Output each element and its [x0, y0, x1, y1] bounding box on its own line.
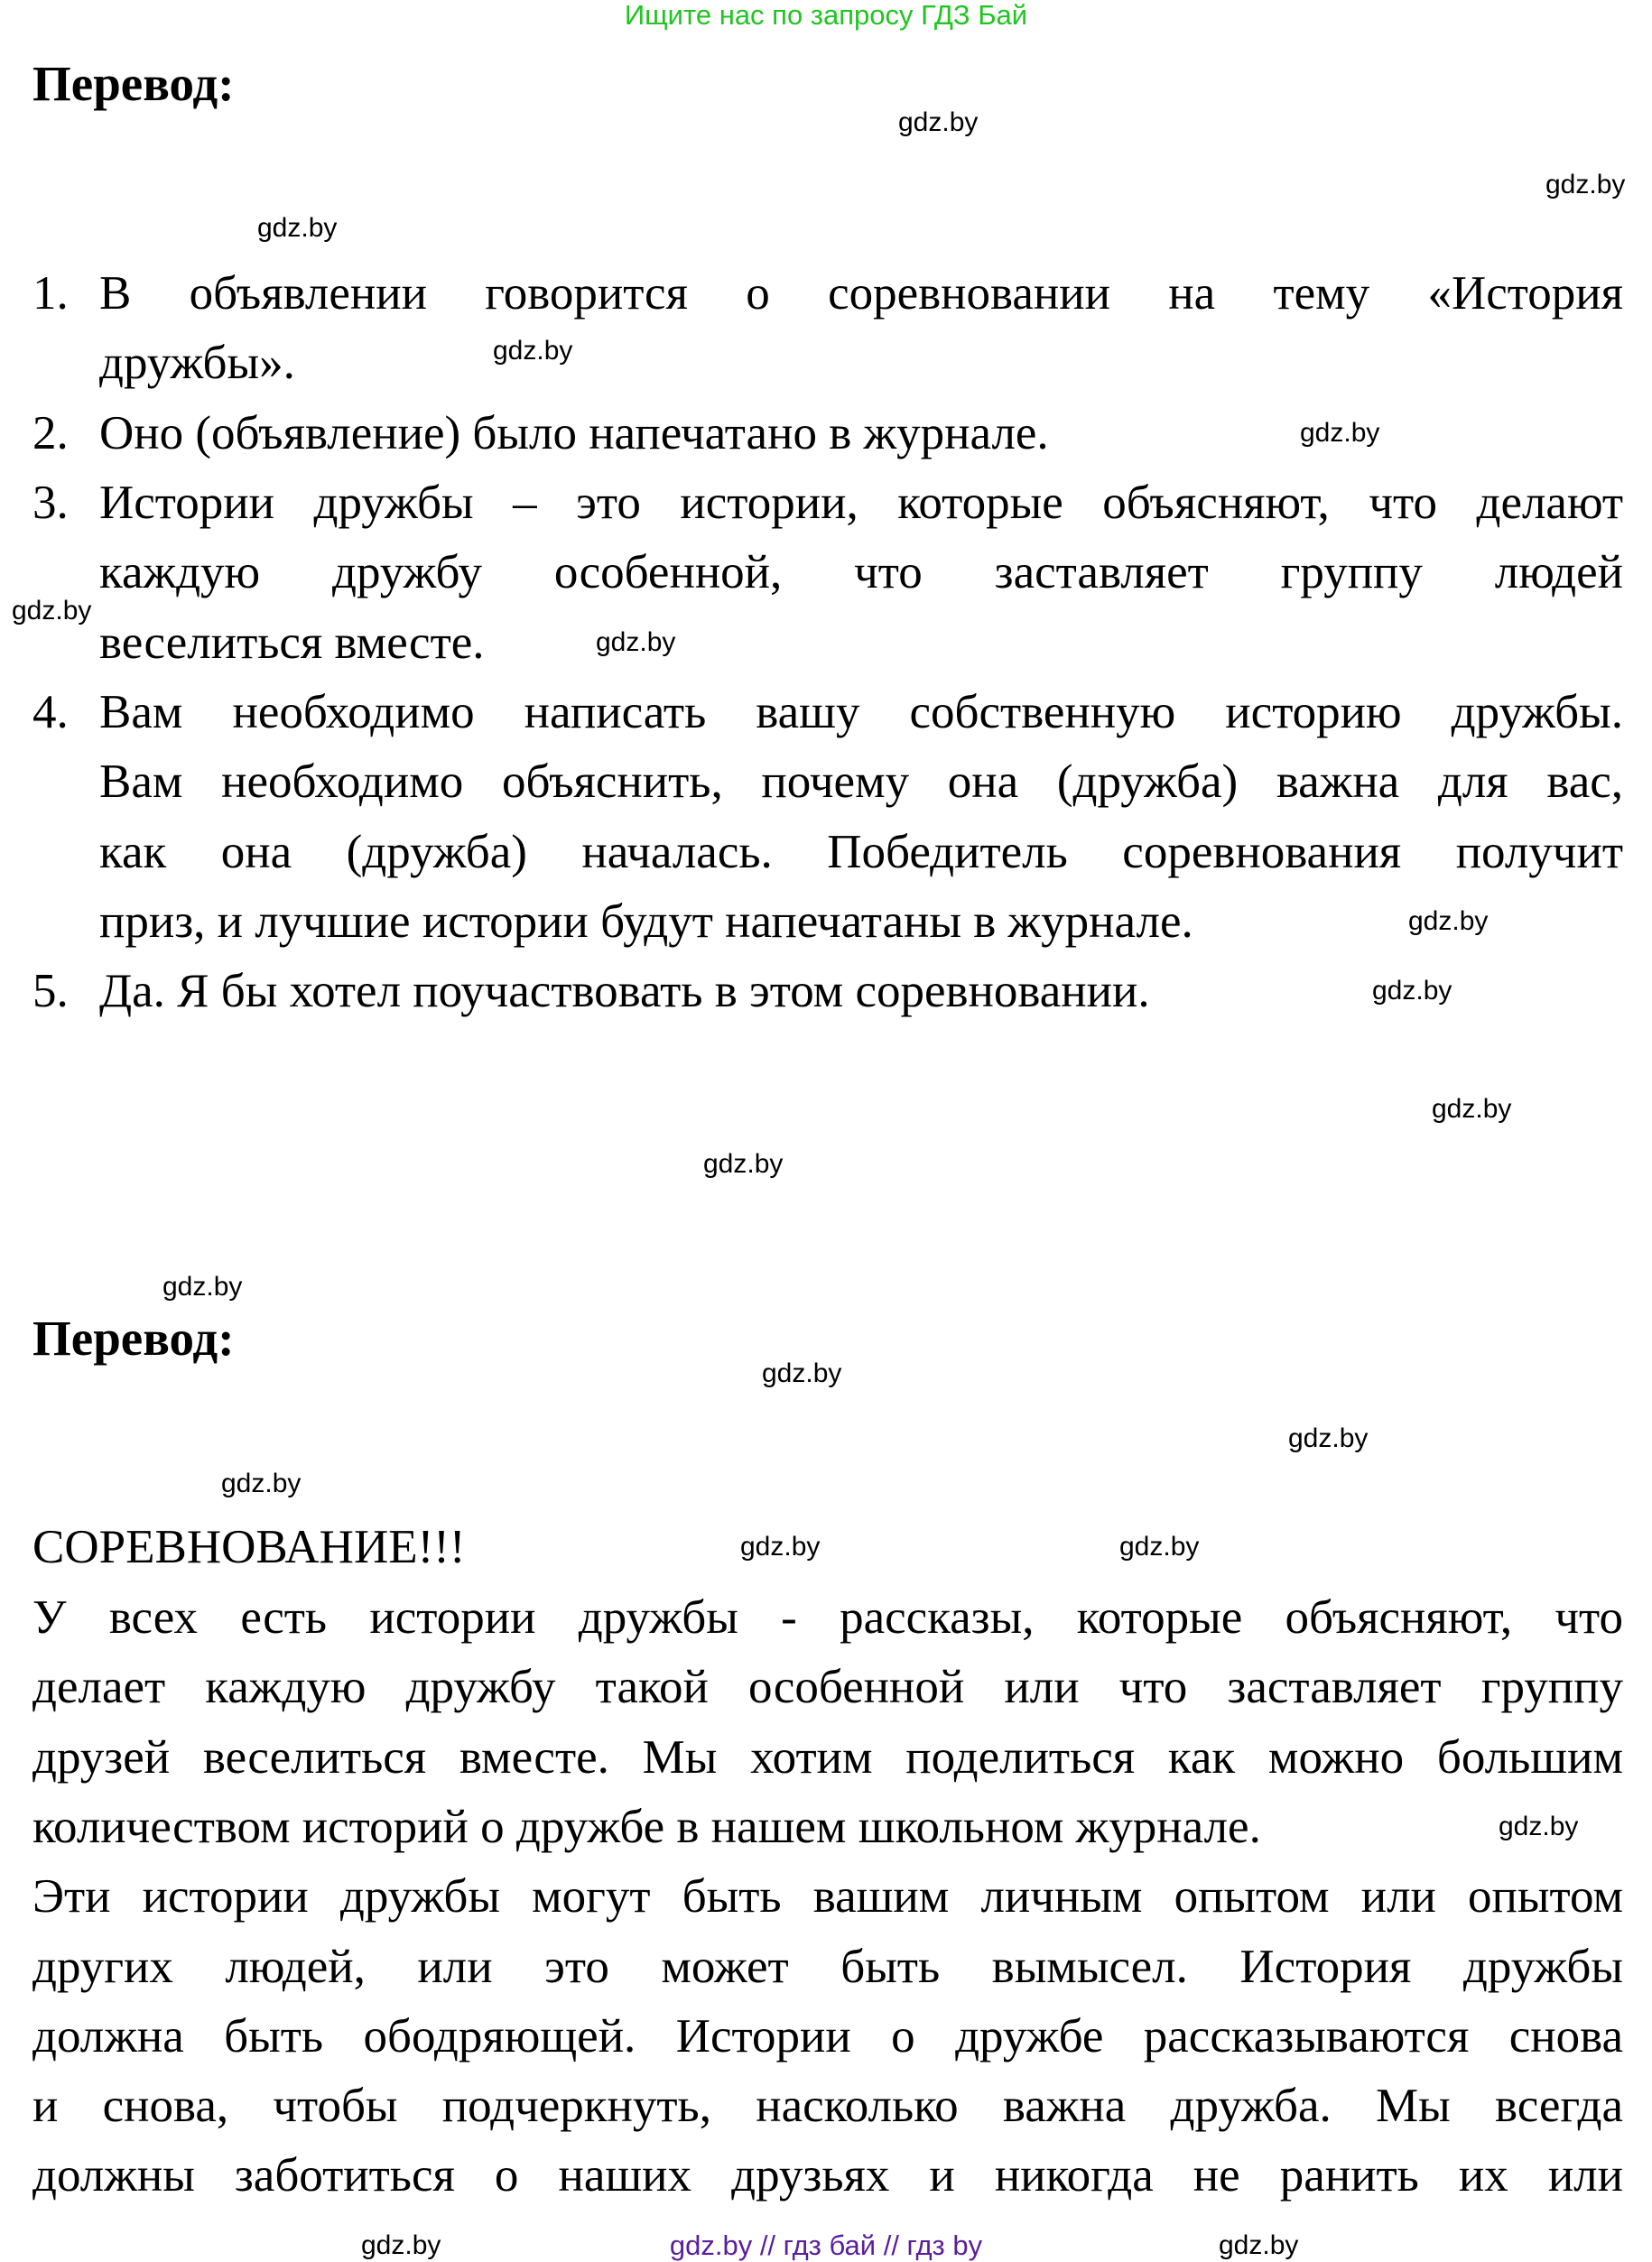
watermark: gdz.by [257, 213, 338, 243]
watermark: gdz.by [1219, 2230, 1299, 2260]
paragraph-line: других людей, или это может быть вымысел. История дружбы [32, 1941, 1623, 1993]
watermark: gdz.by [898, 107, 979, 137]
list-line: каждую дружбу особенной, что заставляет группу людей [99, 546, 1623, 598]
list-line: Вам необходимо объяснить, почему она (дружба) важна для вас, [99, 756, 1623, 808]
list-line: дружбы». [99, 337, 295, 389]
watermark: gdz.by [1408, 906, 1489, 936]
list-line: как она (дружба) началась. Победитель соревнования получит [99, 826, 1623, 878]
list-line: веселиться вместе. [99, 616, 485, 669]
watermark: gdz.by [1288, 1423, 1369, 1453]
watermark: gdz.by [1300, 418, 1380, 448]
watermark: gdz.by [1432, 1094, 1512, 1124]
list-line: В объявлении говорится о соревновании на тему «История [99, 267, 1623, 320]
watermark: gdz.by [1545, 170, 1626, 199]
item-number: 2. [32, 407, 69, 459]
paragraph-line: количеством историй о дружбе в нашем школьном журнале. [32, 1801, 1261, 1853]
list-line: Вам необходимо написать вашу собственную историю дружбы. [99, 686, 1623, 738]
watermark: gdz.by [1499, 1812, 1579, 1841]
watermark: gdz.by [162, 1272, 243, 1302]
list-line: Да. Я бы хотел поучаствовать в этом соревновании. [99, 965, 1150, 1017]
section-title: Перевод: [32, 1311, 235, 1366]
contest-heading: СОРЕВНОВАНИЕ!!! [32, 1521, 466, 1573]
item-number: 4. [32, 686, 69, 738]
paragraph-line: должна быть ободряющей. Истории о дружбе рассказываются снова [32, 2010, 1623, 2063]
watermark: gdz.by [12, 596, 92, 626]
paragraph-line: делает каждую дружбу такой особенной или что заставляет группу [32, 1661, 1623, 1713]
watermark: gdz.by [221, 1469, 302, 1498]
watermark: gdz.by [1119, 1532, 1200, 1562]
watermark: gdz.by [740, 1532, 821, 1562]
watermark: gdz.by [762, 1358, 842, 1388]
watermark: gdz.by [361, 2230, 441, 2260]
section-title: Перевод: [32, 56, 235, 111]
watermark: gdz.by [703, 1149, 784, 1179]
item-number: 1. [32, 267, 69, 320]
list-line: приз, и лучшие истории будут напечатаны в журнале. [99, 895, 1193, 948]
watermark: gdz.by [1372, 976, 1452, 1006]
paragraph-line: У всех есть истории дружбы - рассказы, которые объясняют, что [32, 1591, 1623, 1644]
search-hint-banner[interactable]: Ищите нас по запросу ГДЗ Бай [624, 0, 1028, 31]
paragraph-line: друзей веселиться вместе. Мы хотим поделиться как можно большим [32, 1731, 1623, 1784]
paragraph-line: Эти истории дружбы могут быть вашим личным опытом или опытом [32, 1870, 1623, 1923]
paragraph-line: должны заботиться о наших друзьях и никогда не ранить их или [32, 2149, 1623, 2202]
paragraph-line: и снова, чтобы подчеркнуть, насколько важна дружба. Мы всегда [32, 2080, 1623, 2132]
watermark: gdz.by [596, 627, 676, 657]
item-number: 3. [32, 477, 69, 529]
list-line: Оно (объявление) было напечатано в журнале. [99, 407, 1049, 459]
item-number: 5. [32, 965, 69, 1017]
list-line: Истории дружбы – это истории, которые объясняют, что делают [99, 477, 1623, 529]
footer-links[interactable]: gdz.by // гдз бай // гдз by [669, 2230, 983, 2261]
watermark: gdz.by [493, 336, 573, 366]
